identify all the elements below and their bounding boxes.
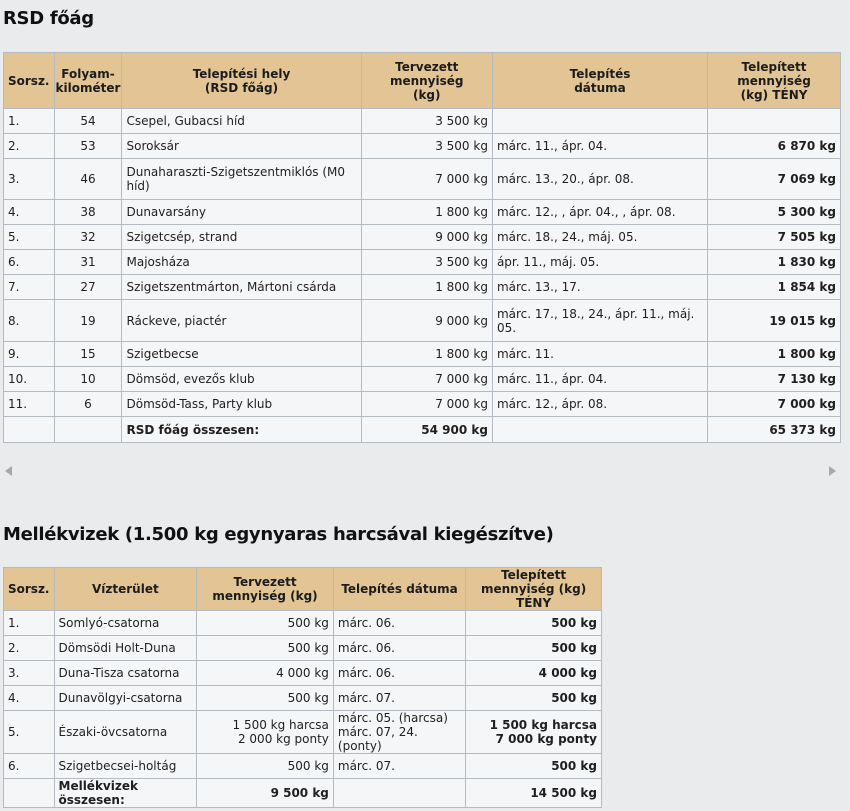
header-cell: Tervezett mennyiség (kg)	[361, 53, 492, 109]
table-row	[4, 275, 841, 300]
scroll-left-arrow-icon[interactable]	[5, 466, 12, 476]
table-cell: 1 800 kg	[361, 275, 492, 300]
table-cell: RSD főág összesen:	[122, 417, 361, 443]
table-row	[4, 134, 841, 159]
table-cell: 31	[54, 250, 122, 275]
table-cell: 53	[54, 134, 122, 159]
table-cell: Északi-övcsatorna	[54, 711, 197, 754]
table-cell: 2.	[4, 134, 55, 159]
table-cell: 7 130 kg	[708, 367, 841, 392]
header-cell: Sorsz.	[4, 53, 55, 109]
table-cell: 9 000 kg	[361, 300, 492, 342]
table-cell: 3 500 kg	[361, 250, 492, 275]
table-cell: márc. 06.	[333, 636, 465, 661]
table-cell: 8.	[4, 300, 55, 342]
table-cell: 3 500 kg	[361, 134, 492, 159]
section-title-side-waters: Mellékvizek (1.500 kg egynyaras harcsával kiegészítve)	[3, 524, 554, 545]
table-cell: 500 kg	[466, 636, 602, 661]
table-cell: Dömsöd, evezős klub	[122, 367, 361, 392]
table-cell: 38	[54, 200, 122, 225]
table-cell: márc. 11.	[492, 342, 707, 367]
table-row	[4, 109, 841, 134]
table-cell: 1 500 kg harcsa 2 000 kg ponty	[197, 711, 334, 754]
table-total-row	[4, 417, 841, 443]
table-cell: márc. 07.	[333, 754, 465, 779]
table-cell: márc. 06.	[333, 611, 465, 636]
table-row	[4, 367, 841, 392]
side-waters-table	[3, 567, 602, 808]
header-cell: Vízterület	[54, 568, 197, 611]
table-cell	[492, 417, 707, 443]
header-cell: Telepítés dátuma	[333, 568, 465, 611]
table-cell: márc. 18., 24., máj. 05.	[492, 225, 707, 250]
table-cell: Dunaharaszti-Szigetszentmiklós (M0 híd)	[122, 159, 361, 200]
table-cell: 10	[54, 367, 122, 392]
table-cell: Dömsödi Holt-Duna	[54, 636, 197, 661]
table-cell: 9 500 kg	[197, 779, 334, 808]
table-row	[4, 636, 602, 661]
table-body	[4, 611, 602, 808]
table-cell: 6	[54, 392, 122, 417]
table-cell: Soroksár	[122, 134, 361, 159]
table-cell: 500 kg	[466, 754, 602, 779]
table-cell: 1 854 kg	[708, 275, 841, 300]
table-cell: 1 830 kg	[708, 250, 841, 275]
table-cell	[54, 417, 122, 443]
table-cell: márc. 05. (harcsa) márc. 07, 24. (ponty)	[333, 711, 465, 754]
table-cell: 4.	[4, 200, 55, 225]
table-cell: 32	[54, 225, 122, 250]
table-cell: Majosháza	[122, 250, 361, 275]
table-cell: 9 000 kg	[361, 225, 492, 250]
table-cell: 500 kg	[197, 754, 334, 779]
table-cell: 1 800 kg	[361, 200, 492, 225]
table-cell: 7.	[4, 275, 55, 300]
table-cell: Szigetszentmárton, Mártoni csárda	[122, 275, 361, 300]
table-cell: Ráckeve, piactér	[122, 300, 361, 342]
table-header-row	[4, 568, 602, 611]
table-cell: 4 000 kg	[197, 661, 334, 686]
table-cell: 14 500 kg	[466, 779, 602, 808]
table-cell: márc. 12., , ápr. 04., , ápr. 08.	[492, 200, 707, 225]
table-row	[4, 300, 841, 342]
table-cell	[492, 109, 707, 134]
table-cell: 5.	[4, 711, 55, 754]
table-cell: 19	[54, 300, 122, 342]
table-cell: 9.	[4, 342, 55, 367]
header-cell: Telepített mennyiség (kg) TÉNY	[466, 568, 602, 611]
scroll-right-arrow-icon[interactable]	[829, 466, 836, 476]
header-cell: Tervezett mennyiség (kg)	[197, 568, 334, 611]
table-cell: 5.	[4, 225, 55, 250]
table-cell: Szigetcsép, strand	[122, 225, 361, 250]
table-cell: 4 000 kg	[466, 661, 602, 686]
table-cell: 15	[54, 342, 122, 367]
table-cell: Duna-Tisza csatorna	[54, 661, 197, 686]
table-cell: 7 000 kg	[361, 392, 492, 417]
table-cell: 6.	[4, 250, 55, 275]
table-cell: 1 800 kg	[361, 342, 492, 367]
table-cell: 65 373 kg	[708, 417, 841, 443]
table-cell: 500 kg	[466, 611, 602, 636]
header-cell: Sorsz.	[4, 568, 55, 611]
header-cell: Telepítés dátuma	[492, 53, 707, 109]
table-cell: márc. 13., 20., ápr. 08.	[492, 159, 707, 200]
table-cell: 46	[54, 159, 122, 200]
table-cell: 500 kg	[197, 636, 334, 661]
table-cell: 10.	[4, 367, 55, 392]
table-cell: ápr. 11., máj. 05.	[492, 250, 707, 275]
table-cell: 6.	[4, 754, 55, 779]
table-cell: 500 kg	[197, 686, 334, 711]
table-cell: márc. 06.	[333, 661, 465, 686]
table-cell: 3.	[4, 159, 55, 200]
table-cell: Dömsöd-Tass, Party klub	[122, 392, 361, 417]
table-row	[4, 711, 602, 754]
table-row	[4, 661, 602, 686]
table-cell: Szigetbecse	[122, 342, 361, 367]
table-cell: márc. 17., 18., 24., ápr. 11., máj. 05.	[492, 300, 707, 342]
table-cell: 1 800 kg	[708, 342, 841, 367]
table-cell	[333, 779, 465, 808]
table-cell: 1.	[4, 109, 55, 134]
table-row	[4, 754, 602, 779]
table-row	[4, 392, 841, 417]
table-cell: Dunavölgyi-csatorna	[54, 686, 197, 711]
table-cell: 500 kg	[197, 611, 334, 636]
table-body	[4, 109, 841, 443]
table-cell	[4, 417, 55, 443]
table-cell: Mellékvizek összesen:	[54, 779, 197, 808]
table-cell: 5 300 kg	[708, 200, 841, 225]
table-row	[4, 611, 602, 636]
table-cell: márc. 11., ápr. 04.	[492, 134, 707, 159]
table-cell: 4.	[4, 686, 55, 711]
table-cell: 7 069 kg	[708, 159, 841, 200]
table-cell: márc. 11., ápr. 04.	[492, 367, 707, 392]
table-cell: 27	[54, 275, 122, 300]
header-cell: Telepített mennyiség (kg) TÉNY	[708, 53, 841, 109]
table-row	[4, 686, 602, 711]
table-cell: 6 870 kg	[708, 134, 841, 159]
table-row	[4, 159, 841, 200]
table-cell	[4, 779, 55, 808]
table-cell: 11.	[4, 392, 55, 417]
table-cell: Somlyó-csatorna	[54, 611, 197, 636]
table-row	[4, 200, 841, 225]
table-cell: 7 000 kg	[708, 392, 841, 417]
table-cell: Szigetbecsei-holtág	[54, 754, 197, 779]
table-cell: 7 000 kg	[361, 159, 492, 200]
table-cell: 54	[54, 109, 122, 134]
table-cell: Dunavarsány	[122, 200, 361, 225]
table-cell: Csepel, Gubacsi híd	[122, 109, 361, 134]
table-row	[4, 225, 841, 250]
header-cell: Telepítési hely (RSD főág)	[122, 53, 361, 109]
table-cell: 54 900 kg	[361, 417, 492, 443]
table-row	[4, 250, 841, 275]
table-cell: 1 500 kg harcsa 7 000 kg ponty	[466, 711, 602, 754]
table-cell: 3.	[4, 661, 55, 686]
section-title-main: RSD főág	[3, 8, 94, 29]
table-cell: 2.	[4, 636, 55, 661]
table-cell: 500 kg	[466, 686, 602, 711]
table-cell: márc. 07.	[333, 686, 465, 711]
table-cell: 3 500 kg	[361, 109, 492, 134]
table-cell: 19 015 kg	[708, 300, 841, 342]
table-cell: 7 000 kg	[361, 367, 492, 392]
main-branch-table	[3, 52, 841, 443]
table-header-row	[4, 53, 841, 109]
header-cell: Folyam-kilométer	[54, 53, 122, 109]
table-cell: márc. 12., ápr. 08.	[492, 392, 707, 417]
table-cell: márc. 13., 17.	[492, 275, 707, 300]
table-cell	[708, 109, 841, 134]
table-cell: 7 505 kg	[708, 225, 841, 250]
table-total-row	[4, 779, 602, 808]
table-row	[4, 342, 841, 367]
table-cell: 1.	[4, 611, 55, 636]
